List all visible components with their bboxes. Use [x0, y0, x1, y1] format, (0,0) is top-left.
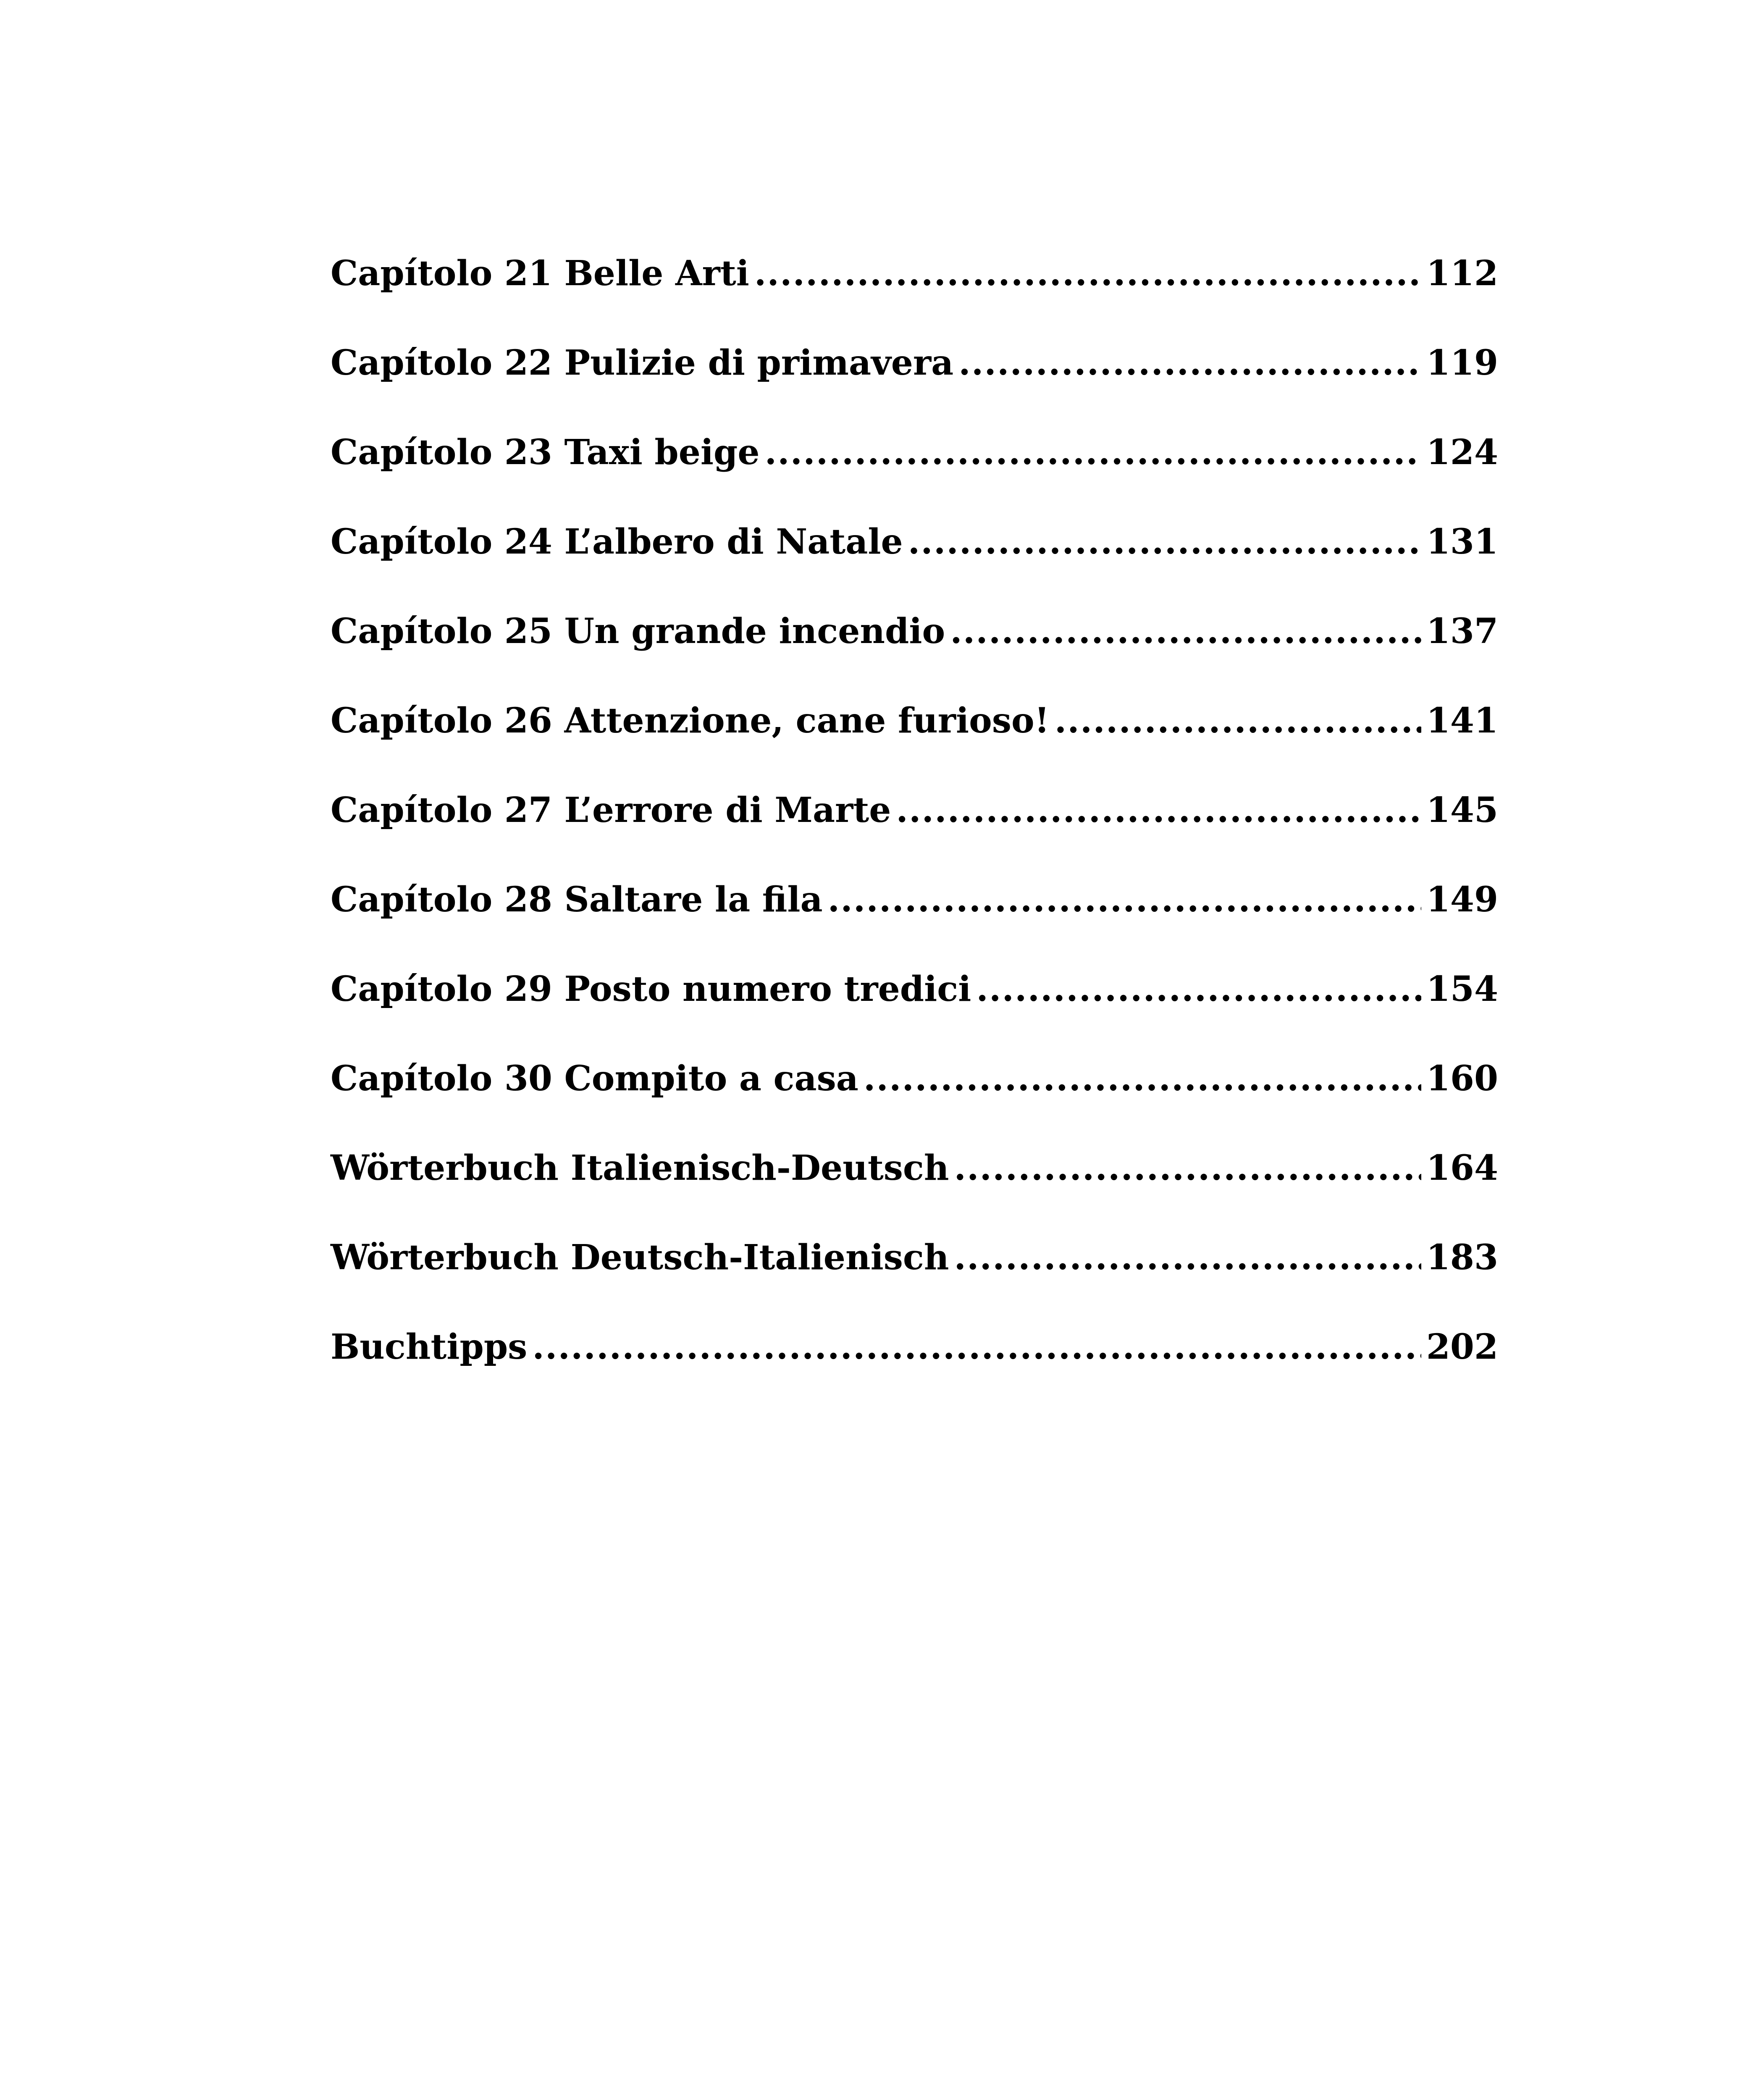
toc-entry-title: Wörterbuch Italienisch-Deutsch [331, 1148, 949, 1188]
dot-leader [896, 793, 1421, 827]
toc-entry-page: 149 [1426, 879, 1498, 920]
toc-entry-chapter-26[interactable] [331, 701, 1498, 793]
toc-entry-chapter-21[interactable] [331, 253, 1498, 346]
dot-leader [1055, 704, 1421, 738]
toc-entry-page: 154 [1426, 969, 1498, 1009]
toc-entry-chapter-25[interactable] [331, 611, 1498, 704]
toc-entry-chapter-23[interactable] [331, 432, 1498, 525]
dot-leader [864, 1061, 1421, 1096]
toc-entry-title: Capítolo 27 L’errore di Marte [331, 790, 891, 830]
toc-entry-chapter-27[interactable] [331, 790, 1498, 882]
toc-entry-dictionary-de-it[interactable] [331, 1237, 1498, 1330]
toc-entry-title: Capítolo 30 Compito a casa [331, 1058, 858, 1099]
toc-entry-page: 202 [1426, 1327, 1498, 1367]
toc-entry-page: 141 [1426, 701, 1498, 741]
toc-entry-title: Capítolo 29 Posto numero tredici [331, 969, 971, 1009]
toc-entry-page: 164 [1426, 1148, 1498, 1188]
dot-leader [908, 525, 1421, 559]
dot-leader [950, 614, 1421, 648]
table-of-contents [331, 253, 1498, 1419]
toc-entry-book-tips[interactable] [331, 1327, 1498, 1419]
toc-entry-title: Wörterbuch Deutsch-Italienisch [331, 1237, 949, 1278]
toc-entry-page: 112 [1426, 253, 1498, 294]
toc-entry-page: 145 [1426, 790, 1498, 830]
toc-entry-title: Capítolo 25 Un grande incendio [331, 611, 945, 651]
toc-entry-title: Capítolo 23 Taxi beige [331, 432, 760, 472]
dot-leader [958, 346, 1421, 380]
dot-leader [532, 1330, 1421, 1364]
toc-entry-dictionary-it-de[interactable] [331, 1148, 1498, 1240]
toc-entry-chapter-24[interactable] [331, 522, 1498, 614]
toc-entry-title: Capítolo 22 Pulizie di primavera [331, 343, 954, 383]
toc-entry-page: 131 [1426, 522, 1498, 562]
toc-entry-chapter-30[interactable] [331, 1058, 1498, 1151]
toc-entry-page: 160 [1426, 1058, 1498, 1099]
dot-leader [954, 1240, 1421, 1275]
dot-leader [954, 1151, 1421, 1185]
toc-entry-title: Capítolo 28 Saltare la fila [331, 879, 823, 920]
toc-entry-page: 137 [1426, 611, 1498, 651]
toc-entry-page: 124 [1426, 432, 1498, 472]
dot-leader [754, 256, 1421, 291]
toc-entry-title: Capítolo 26 Attenzione, cane furioso! [331, 701, 1050, 741]
toc-entry-page: 119 [1426, 343, 1498, 383]
toc-entry-chapter-28[interactable] [331, 879, 1498, 972]
toc-entry-title: Capítolo 21 Belle Arti [331, 253, 749, 294]
dot-leader [765, 435, 1421, 470]
dot-leader [976, 972, 1421, 1006]
toc-entry-title: Buchtipps [331, 1327, 528, 1367]
toc-entry-chapter-22[interactable] [331, 343, 1498, 435]
dot-leader [828, 882, 1421, 917]
toc-entry-chapter-29[interactable] [331, 969, 1498, 1061]
toc-entry-page: 183 [1426, 1237, 1498, 1278]
toc-entry-title: Capítolo 24 L’albero di Natale [331, 522, 903, 562]
